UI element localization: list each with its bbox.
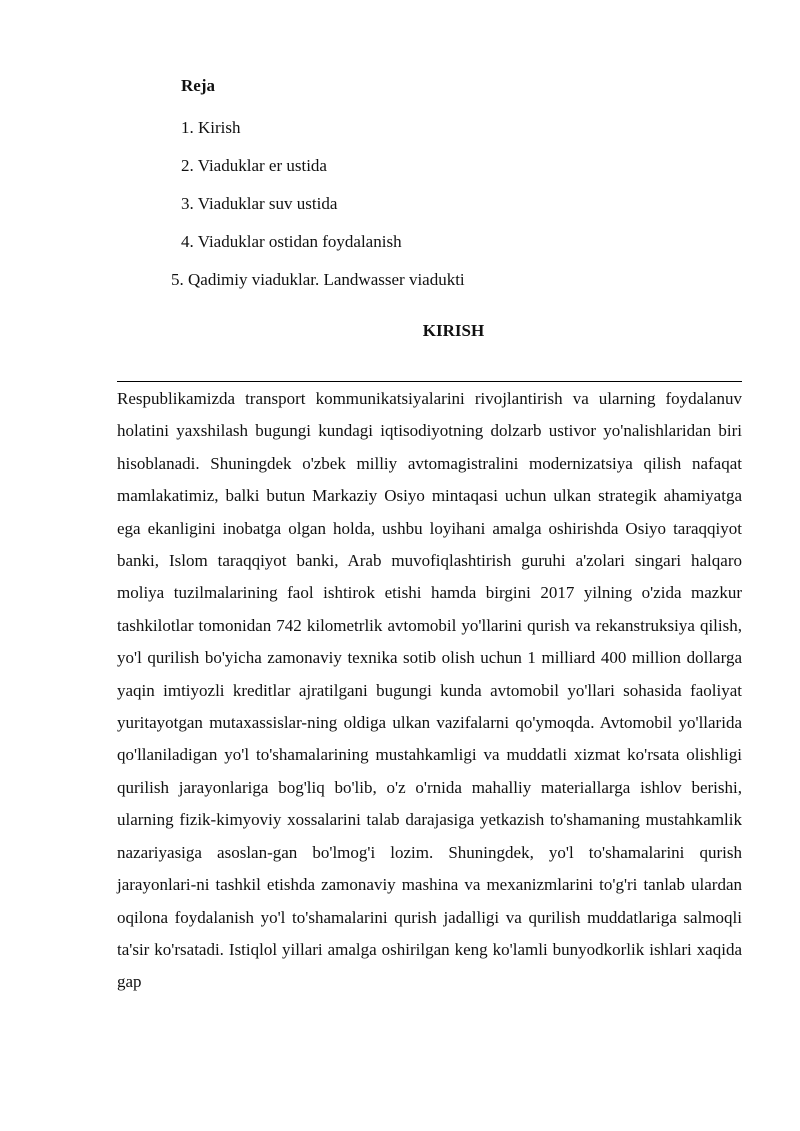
plan-item-under-viaducts: 4. Viaduklar ostidan foydalanish bbox=[181, 232, 402, 251]
plan-item-water-viaducts: 3. Viaduklar suv ustida bbox=[181, 194, 338, 213]
body-paragraph: Respublikamizda transport kommunikatsiyalarini rivojlantirish va ularning foydalanuv holatini yaxshilash bugungi kundagi iqtisodiyotning dolzarb ustivor yo'nalishlaridan biri hisoblanadi. Shuningdek o'zbek milliy avtomagistralini modernizatsiya qilish nafaqat mamlakatimiz, balki butun Markaziy Osiyo mintaqasi uchun ulkan strategik ahamiyatga ega ekanligini inobatga olgan holda, ushbu loyihani amalga oshirishda Osiyo taraqqiyot banki, Islom taraqqiyot banki, Arab muvofiqlashtirish guruhi a'zolari singari halqaro moliya tuzilmalarining faol ishtirok etishi hamda birgini 2017 yilning o'zida mazkur tashkilotlar tomonidan 742 kilometrlik avtomobil yo'llarini qurish va rekanstruksiya qilish, yo'l qurilish bo'yicha zamonaviy texnika sotib olish uchun 1 milliard 400 million dollarga yaqin imtiyozli kreditlar ajratilgani bugungi kunda avtomobil yo'llari sohasida faoliyat yuritayotgan mutaxassislar-ning oldiga ulkan vazifalarni qo'ymoqda. Avtomobil yo'llarida qo'llaniladigan yo'l to'shamalarining mustahkamligi va muddatli xizmat ko'rsata olishligi qurilish jarayonlariga bog'liq bo'lib, o'z o'rnida mahalliy materiallarga ishlov berishi, ularning fizik-kimyoviy xossalarini talab darajasiga yetkazish to'shamaning mustahkamlik nazariyasiga asoslan-gan bo'lmog'i lozim. Shuningdek, yo'l to'shamalarini qurish jarayonlari-ni tashkil etishda zamonaviy mashina va mexanizmlarini to'g'ri tanlab ulardan oqilona foydalanish yo'l to'shamalarini qurish jadalligi va qurilish muddatlariga salmoqli ta'sir ko'rsatadi. Istiqlol yillari amalga oshirilgan keng ko'lamli bunyodkorlik ishlari xaqida gap bbox=[117, 389, 742, 992]
plan-heading: Reja bbox=[181, 76, 215, 95]
section-divider bbox=[117, 381, 742, 382]
plan-item-land-viaducts: 2. Viaduklar er ustida bbox=[181, 156, 327, 175]
plan-item-intro: 1. Kirish bbox=[181, 118, 241, 137]
plan-item-ancient-viaducts: 5. Qadimiy viaduklar. Landwasser viadukti bbox=[171, 270, 465, 289]
section-heading: KIRISH bbox=[422, 321, 485, 340]
